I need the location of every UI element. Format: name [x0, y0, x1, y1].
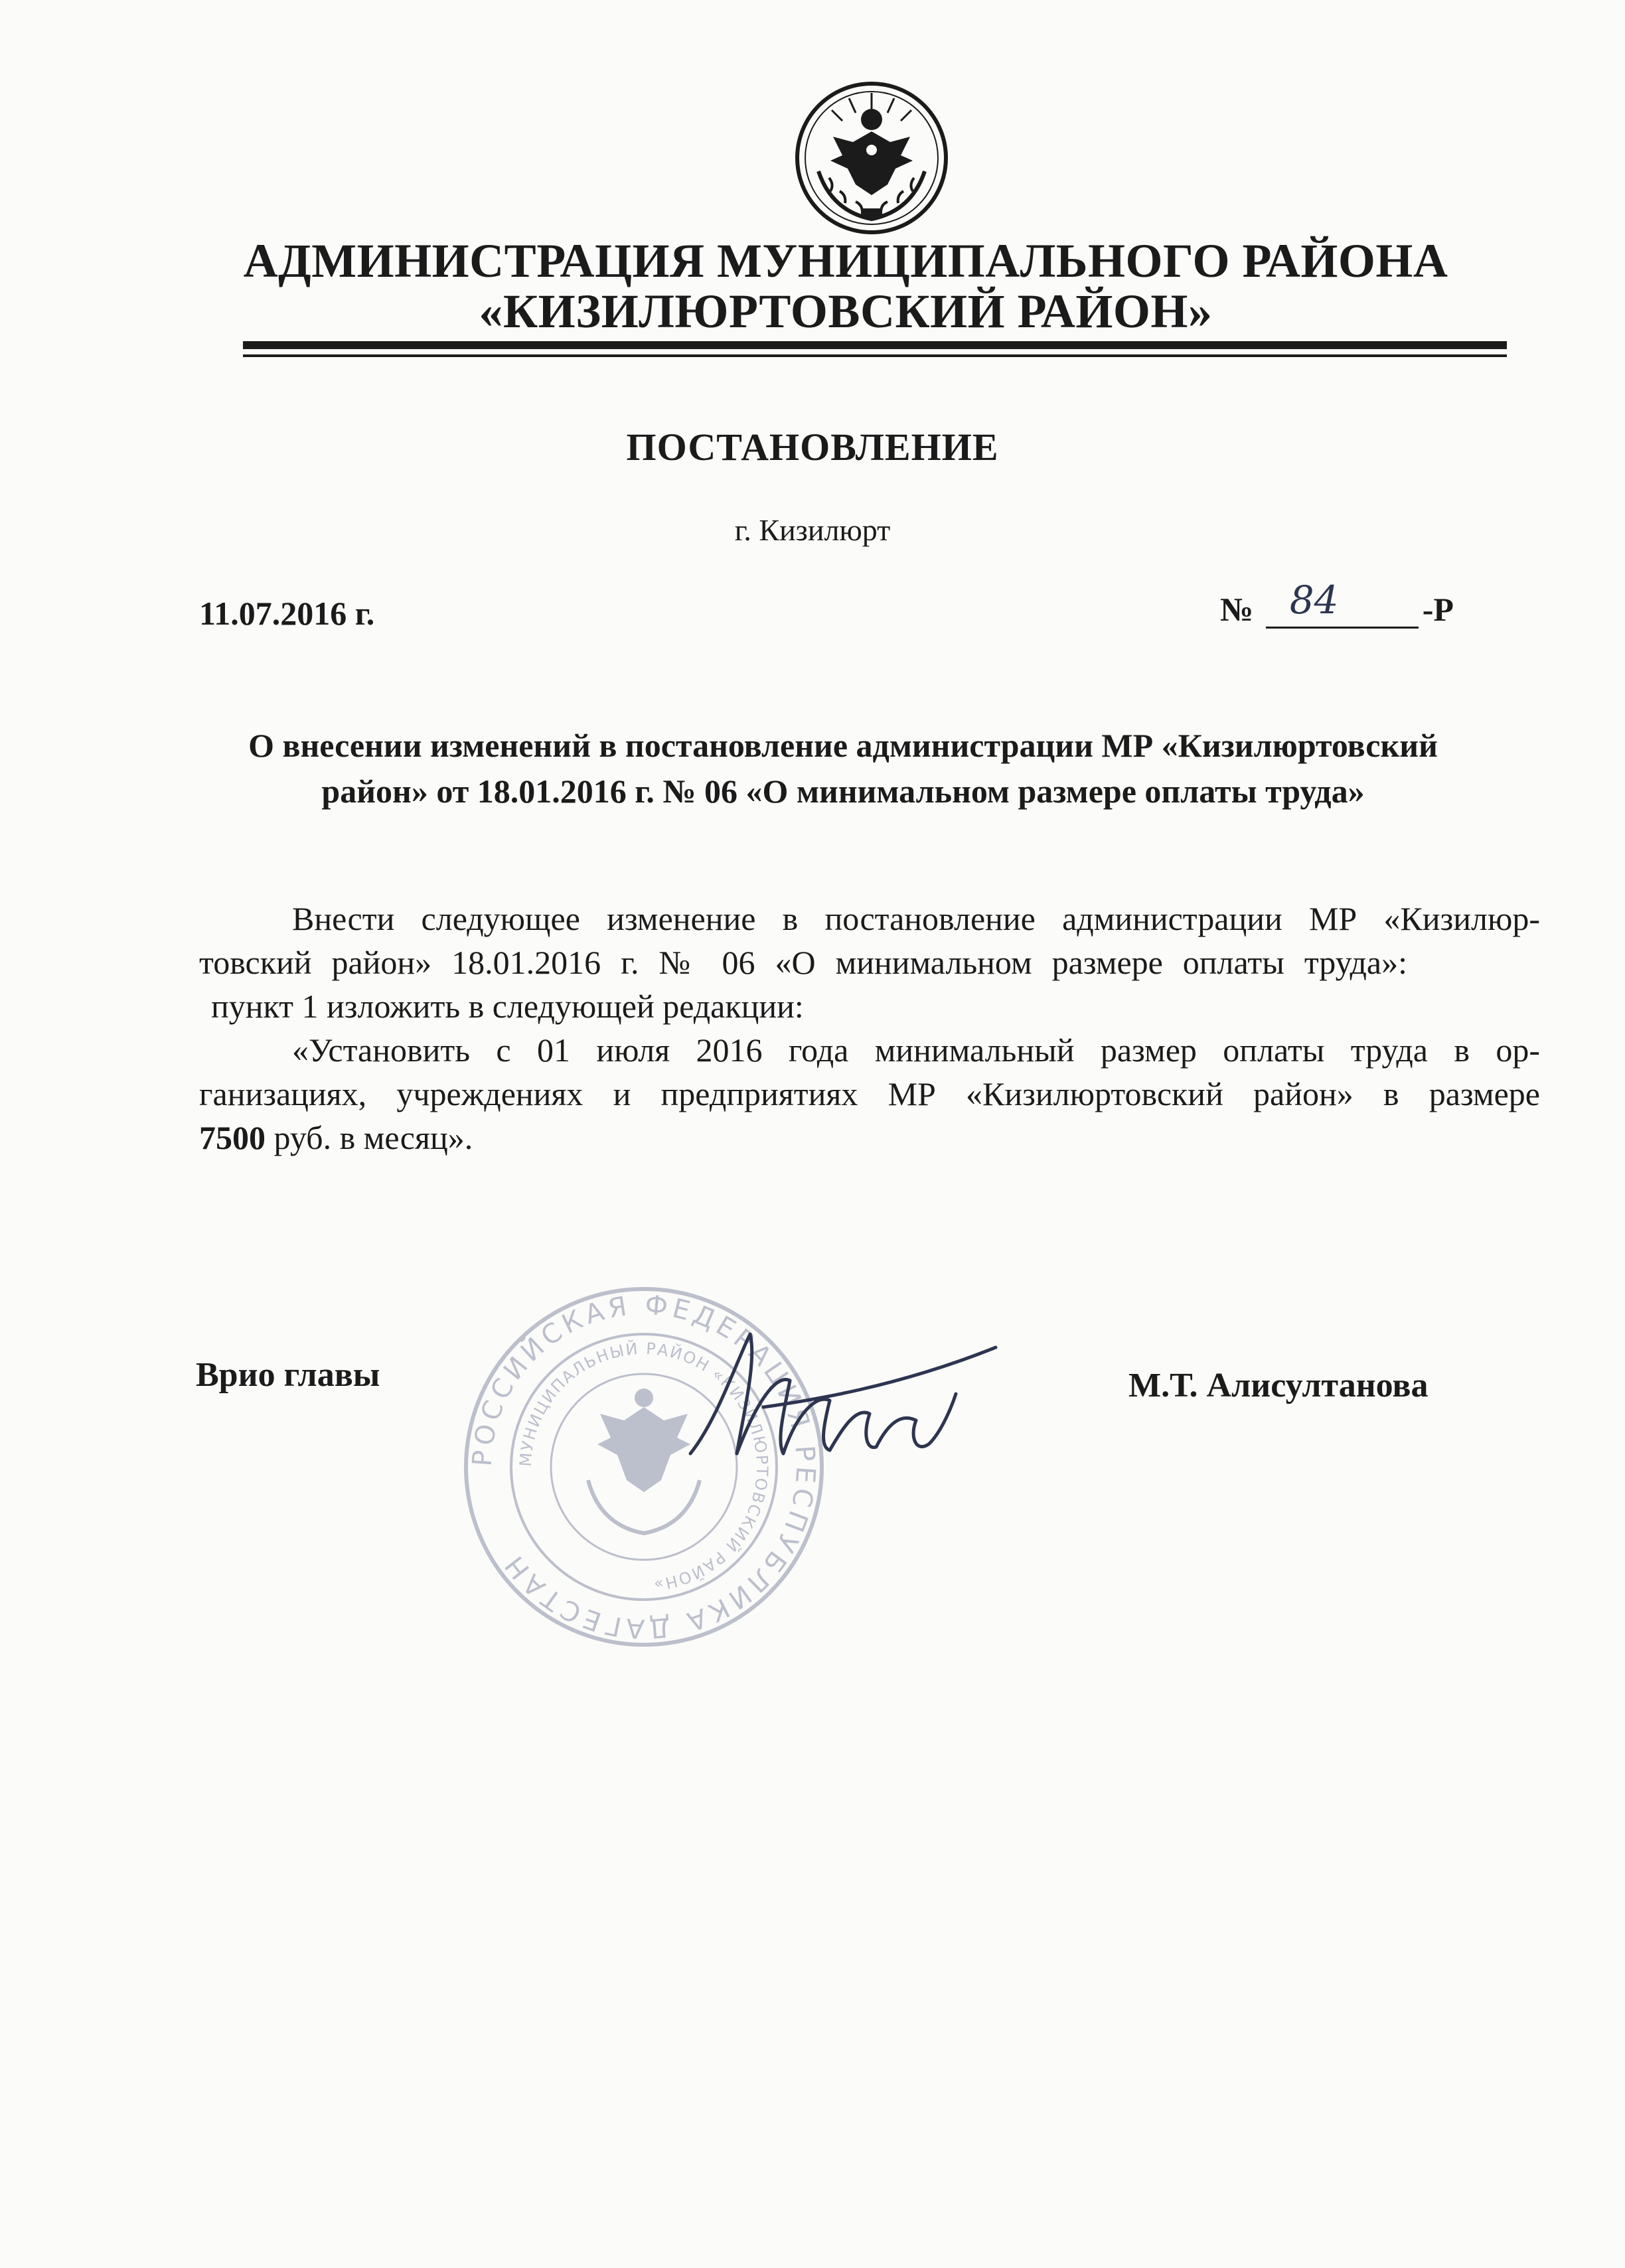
number-suffix: -Р [1422, 591, 1454, 628]
handwritten-signature [677, 1321, 1009, 1487]
subject-line2: район» от 18.01.2016 г. № 06 «О минимальном размере оплаты труда» [321, 773, 1365, 810]
number-sign: № [1220, 591, 1254, 628]
header-divider-thick [243, 341, 1507, 349]
organization-name-line1: АДМИНИСТРАЦИЯ МУНИЦИПАЛЬНОГО РАЙОНА [243, 234, 1448, 287]
body-line4: «Установить с 01 июля 2016 года минимальный размер оплаты труда в ор- [292, 1031, 1540, 1069]
body-line5: ганизациях, учреждениях и предприятиях МР «Кизилюртовский район» в размере [199, 1075, 1540, 1112]
document-date: 11.07.2016 г. [199, 595, 375, 632]
header-divider-thin [243, 354, 1507, 357]
document-type: ПОСТАНОВЛЕНИЕ [626, 425, 999, 469]
document-number [1220, 577, 1454, 629]
coat-of-arms-icon [792, 78, 951, 238]
body-line1: Внести следующее изменение в постановление администрации МР «Кизилюр- [292, 900, 1540, 937]
document-city: г. Кизилюрт [734, 513, 891, 547]
number-blank-line [1266, 577, 1419, 629]
wage-amount: 7500 [199, 1119, 266, 1156]
handwritten-number: 84 [1289, 577, 1339, 623]
body-line6-rest: руб. в месяц». [266, 1119, 473, 1156]
organization-name-line2: «КИЗИЛЮРТОВСКИЙ РАЙОН» [479, 285, 1213, 338]
body-line3: пункт 1 изложить в следующей редакции: [211, 988, 804, 1025]
body-line2: товский район» 18.01.2016 г. № 06 «О минимальном размере оплаты труда»: [199, 944, 1407, 981]
signatory-name: М.Т. Алисултанова [1128, 1367, 1429, 1404]
body-line6 [199, 1116, 1128, 1159]
signatory-title: Врио главы [196, 1356, 380, 1394]
seal-outer-text: РОССИЙСКАЯ ФЕДЕРАЦИЯ РЕСПУБЛИКА ДАГЕСТАН [467, 1290, 821, 1644]
seal-inner-text: МУНИЦИПАЛЬНЫЙ РАЙОН «КИЗИЛЮРТОВСКИЙ РАЙОН» [516, 1339, 772, 1594]
subject-line1: О внесении изменений в постановление администрации МР «Кизилюртовский [248, 727, 1438, 764]
